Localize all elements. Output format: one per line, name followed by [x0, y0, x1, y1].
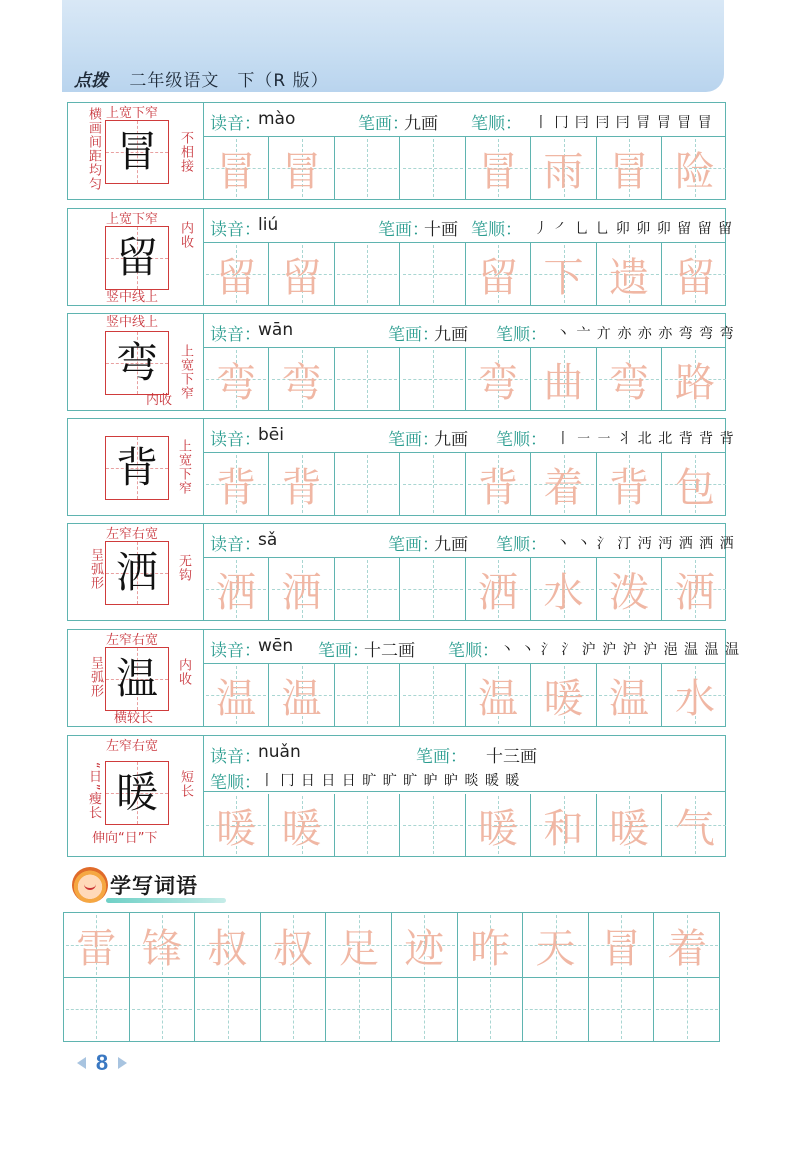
- word-tracing-cell: [261, 913, 327, 977]
- tracing-cell: [532, 794, 597, 856]
- practice-grid: [204, 664, 725, 726]
- tracing-character: 留: [675, 254, 715, 301]
- writing-tip: 伸向“日”下: [92, 831, 158, 846]
- word-writing-cell[interactable]: [458, 977, 524, 1041]
- stroke-order: 丶 丶 氵 汀 沔 沔 洒 洒 洒: [556, 536, 735, 552]
- reading-label: 读音：: [210, 325, 261, 345]
- stroke-order-label: 笔顺：: [496, 430, 547, 450]
- tracing-cell: [466, 558, 531, 620]
- tracing-cell: [270, 794, 335, 856]
- writing-cell[interactable]: [335, 243, 400, 305]
- pinyin: nuǎn: [258, 742, 301, 762]
- reading-label: 读音：: [210, 114, 261, 134]
- tracing-character: 冒: [478, 148, 518, 195]
- title-underline: [106, 898, 226, 903]
- model-character-box: [105, 120, 169, 184]
- tracing-cell: [204, 664, 269, 726]
- stroke-order-label: 笔顺：: [471, 220, 522, 240]
- writing-tip: 不相接: [178, 131, 193, 173]
- character-info-row: [204, 630, 740, 664]
- practice-grid: [204, 558, 725, 620]
- stroke-count: 九画: [434, 325, 468, 345]
- stroke-order-label: 笔顺：: [210, 773, 261, 793]
- character-entry: [67, 102, 726, 200]
- tracing-character: 和: [543, 805, 584, 852]
- tracing-character: 暖: [216, 805, 256, 852]
- writing-tip: 横较长: [114, 711, 154, 726]
- tracing-cell: [204, 348, 269, 410]
- writing-cell[interactable]: [335, 453, 400, 515]
- tracing-character: 温: [216, 675, 256, 722]
- page-number-text: 8: [95, 1050, 109, 1075]
- stroke-order-label: 笔顺：: [496, 325, 547, 345]
- tracing-cell: [597, 558, 662, 620]
- reading-label: 读音：: [210, 641, 261, 661]
- prev-page-icon[interactable]: [77, 1057, 86, 1069]
- word-row-blank: [64, 977, 719, 1041]
- writing-tip: 无钩: [176, 554, 191, 582]
- reading-label: 读音：: [210, 220, 261, 240]
- writing-cell[interactable]: [335, 664, 400, 726]
- writing-cell[interactable]: [401, 794, 466, 856]
- tracing-character: 洒: [675, 569, 715, 616]
- writing-tips-panel: [68, 630, 204, 726]
- character-info-row: [204, 524, 735, 558]
- tracing-character: 路: [675, 359, 715, 406]
- stroke-count-label: 笔画：: [358, 114, 409, 134]
- word-writing-cell[interactable]: [326, 977, 392, 1041]
- writing-tip: 竖中线上: [106, 315, 159, 330]
- stroke-order: 丨 冂 冃 冃 冃 冐 冐 冒 冒: [534, 115, 713, 131]
- stroke-count-label: 笔画：: [416, 747, 467, 767]
- tracing-character: 洒: [281, 569, 322, 616]
- tracing-character: 险: [675, 148, 715, 195]
- character-entry: [67, 735, 726, 857]
- writing-tip: 内收: [176, 658, 191, 686]
- word-writing-cell[interactable]: [523, 977, 589, 1041]
- book-title: 二年级语文 下（R 版）: [129, 71, 329, 91]
- writing-tip: 呈弧形: [88, 548, 103, 590]
- character-entry: [67, 523, 735, 621]
- tracing-cell: [204, 453, 269, 515]
- tracing-cell: [466, 243, 531, 305]
- tracing-cell: [270, 137, 335, 199]
- tracing-character: 留: [216, 254, 256, 301]
- tracing-cell: [663, 453, 728, 515]
- tracing-cell: [597, 664, 662, 726]
- tracing-cell: [663, 348, 728, 410]
- writing-tip: 上宽下窄: [176, 439, 191, 495]
- tracing-character: 弯: [478, 359, 518, 406]
- pinyin: sǎ: [258, 530, 278, 550]
- word-writing-cell[interactable]: [195, 977, 261, 1041]
- pinyin: wān: [258, 320, 294, 340]
- stroke-order-label: 笔顺：: [471, 114, 522, 134]
- tracing-character: 雨: [543, 148, 584, 195]
- character-info-row: [204, 103, 725, 137]
- word-tracing-character: 迹: [404, 925, 445, 972]
- word-tracing-character: 昨: [469, 925, 510, 972]
- writing-tip: 短长: [178, 770, 193, 798]
- writing-cell[interactable]: [401, 243, 466, 305]
- tracing-character: 包: [675, 464, 715, 511]
- stroke-count: 九画: [434, 535, 468, 555]
- tracing-character: 弯: [281, 359, 322, 406]
- word-tracing-cell: [326, 913, 392, 977]
- tracing-character: 弯: [609, 359, 649, 406]
- tracing-character: 留: [281, 254, 322, 301]
- tracing-cell: [466, 794, 531, 856]
- word-tracing-cell: [392, 913, 458, 977]
- model-character: 弯: [115, 338, 158, 387]
- tracing-cell: [597, 453, 662, 515]
- stroke-count-label: 笔画：: [378, 220, 429, 240]
- word-section-heading: 学写词语: [110, 874, 198, 898]
- character-info-row: [204, 419, 735, 453]
- word-tracing-cell: [195, 913, 261, 977]
- writing-tips-panel: [68, 209, 204, 305]
- word-tracing-character: 冒: [601, 925, 642, 972]
- writing-tip: 左窄右宽: [106, 739, 159, 754]
- tracing-cell: [663, 558, 728, 620]
- word-tracing-character: 锋: [141, 925, 182, 972]
- stroke-order: 丿 ㇒ 乚 乚 卯 卯 卯 留 留 留: [534, 221, 734, 237]
- stroke-count-label: 笔画：: [388, 325, 439, 345]
- model-character: 洒: [115, 548, 158, 597]
- model-character: 背: [115, 443, 158, 492]
- tracing-cell: [466, 348, 531, 410]
- stroke-count-label: 笔画：: [388, 535, 439, 555]
- word-tracing-cell: [130, 913, 196, 977]
- tracing-cell: [270, 453, 335, 515]
- tracing-character: 着: [543, 464, 584, 511]
- tracing-cell: [204, 137, 269, 199]
- tracing-character: 温: [281, 675, 322, 722]
- tracing-character: 气: [675, 805, 715, 852]
- writing-cell[interactable]: [335, 348, 400, 410]
- writing-cell[interactable]: [335, 794, 400, 856]
- stroke-count: 九画: [404, 114, 438, 134]
- character-entry: [67, 418, 735, 516]
- tracing-cell: [270, 243, 335, 305]
- tracing-cell: [466, 137, 531, 199]
- stroke-count: 十画: [424, 220, 458, 240]
- writing-cell[interactable]: [335, 558, 400, 620]
- writing-tip: 上宽下窄: [106, 106, 159, 121]
- character-info-row: [204, 209, 734, 243]
- stroke-count: 九画: [434, 430, 468, 450]
- tracing-cell: [532, 348, 597, 410]
- tracing-cell: [270, 664, 335, 726]
- tracing-character: 冒: [609, 148, 649, 195]
- model-character: 留: [115, 233, 158, 282]
- tracing-cell: [532, 558, 597, 620]
- stroke-count: 十三画: [486, 747, 537, 767]
- stroke-count-label: 笔画：: [388, 430, 439, 450]
- writing-cell[interactable]: [401, 348, 466, 410]
- writing-tips-panel: [68, 103, 204, 199]
- tracing-cell: [466, 664, 531, 726]
- practice-grid: [204, 243, 725, 305]
- tracing-cell: [597, 137, 662, 199]
- tracing-cell: [270, 558, 335, 620]
- tracing-character: 暖: [281, 805, 322, 852]
- tracing-character: 温: [478, 675, 518, 722]
- tracing-character: 冒: [216, 148, 256, 195]
- tracing-character: 冒: [281, 148, 322, 195]
- practice-grid: [204, 453, 725, 515]
- tracing-character: 洒: [216, 569, 256, 616]
- writing-tip: “日”瘦长: [86, 762, 101, 820]
- model-character-box: [105, 331, 169, 395]
- tracing-cell: [204, 558, 269, 620]
- reading-label: 读音：: [210, 747, 261, 767]
- tracing-character: 背: [478, 464, 518, 511]
- tracing-cell: [532, 453, 597, 515]
- stroke-order: 丶 丶 氵 氵 沪 沪 沪 沪 浥 温 温 温: [500, 642, 740, 658]
- practice-grid: [204, 348, 725, 410]
- stroke-count: 十二画: [364, 641, 415, 661]
- stroke-order: 丶 亠 亣 亦 亦 亦 弯 弯 弯: [556, 326, 735, 342]
- tracing-character: 背: [281, 464, 322, 511]
- tracing-character: 暖: [543, 675, 584, 722]
- tracing-character: 水: [543, 569, 584, 616]
- reading-label: 读音：: [210, 430, 261, 450]
- tracing-cell: [270, 348, 335, 410]
- next-page-icon[interactable]: [118, 1057, 127, 1069]
- tracing-cell: [204, 243, 269, 305]
- tracing-cell: [532, 664, 597, 726]
- model-character-box: [105, 541, 169, 605]
- pinyin: bēi: [258, 425, 284, 445]
- tracing-cell: [597, 243, 662, 305]
- word-writing-cell[interactable]: [261, 977, 327, 1041]
- word-writing-cell[interactable]: [589, 977, 655, 1041]
- word-writing-cell[interactable]: [392, 977, 458, 1041]
- reading-label: 读音：: [210, 535, 261, 555]
- word-tracing-character: 雷: [76, 925, 117, 972]
- word-row-traced: [64, 913, 719, 978]
- word-tracing-character: 叔: [273, 925, 314, 972]
- model-character: 暖: [115, 768, 158, 817]
- writing-cell[interactable]: [401, 137, 466, 199]
- writing-tip: 内收: [178, 221, 193, 249]
- word-writing-cell[interactable]: [130, 977, 196, 1041]
- tracing-character: 暖: [609, 805, 649, 852]
- writing-cell[interactable]: [335, 137, 400, 199]
- character-entry: [67, 629, 740, 727]
- word-tracing-character: 着: [667, 925, 708, 972]
- page-number: [62, 1048, 142, 1078]
- model-character: 温: [115, 654, 158, 703]
- tracing-character: 背: [216, 464, 256, 511]
- word-tracing-cell: [458, 913, 524, 977]
- character-info-row: [204, 314, 735, 348]
- word-tracing-cell: [654, 913, 720, 977]
- writing-tip: 左窄右宽: [106, 633, 159, 648]
- writing-tip: 呈弧形: [88, 656, 103, 698]
- pinyin: mào: [258, 109, 296, 129]
- tracing-cell: [532, 243, 597, 305]
- word-tracing-cell: [64, 913, 130, 977]
- header: [74, 66, 329, 91]
- tracing-cell: [663, 794, 728, 856]
- model-character: 冒: [115, 127, 158, 176]
- tracing-character: 洒: [478, 569, 518, 616]
- practice-grid: [204, 794, 725, 856]
- tracing-character: 曲: [543, 359, 584, 406]
- tracing-cell: [663, 243, 728, 305]
- practice-grid: [204, 137, 725, 199]
- word-tracing-character: 天: [535, 925, 576, 972]
- tracing-character: 遗: [609, 254, 649, 301]
- tracing-character: 温: [609, 675, 649, 722]
- tracing-cell: [663, 664, 728, 726]
- writing-tip: 竖中线上: [106, 290, 159, 305]
- model-character-box: [105, 226, 169, 290]
- writing-tip: 内收: [146, 393, 173, 408]
- word-writing-cell[interactable]: [64, 977, 130, 1041]
- model-character-box: [105, 436, 169, 500]
- model-character-box: [105, 647, 169, 711]
- brand-logo: 点拨: [74, 71, 108, 91]
- tracing-cell: [466, 453, 531, 515]
- writing-tip: 横画间距均匀: [86, 107, 101, 191]
- writing-tips-panel: [68, 419, 204, 515]
- character-info-row: [204, 736, 725, 792]
- pinyin: wēn: [258, 636, 294, 656]
- writing-tips-panel: [68, 524, 204, 620]
- tracing-character: 水: [675, 675, 715, 722]
- word-tracing-character: 足: [338, 925, 379, 972]
- mascot-icon: [72, 867, 108, 903]
- writing-tip: 左窄右宽: [106, 527, 159, 542]
- writing-tips-panel: [68, 736, 204, 856]
- character-entry: [67, 313, 735, 411]
- model-character-box: [105, 761, 169, 825]
- stroke-order-label: 笔顺：: [448, 641, 499, 661]
- writing-cell[interactable]: [401, 453, 466, 515]
- stroke-order: 丨 ㇐ ㇐ 丬 北 北 背 背 背: [556, 431, 735, 447]
- writing-tips-panel: [68, 314, 204, 410]
- word-tracing-cell: [523, 913, 589, 977]
- word-tracing-character: 叔: [207, 925, 248, 972]
- tracing-cell: [597, 348, 662, 410]
- writing-cell[interactable]: [401, 664, 466, 726]
- stroke-order: 丨 冂 日 日 日 旷 旷 旷 昈 昈 晱 暖 暖: [260, 773, 521, 789]
- tracing-character: 下: [543, 254, 584, 301]
- character-entry: [67, 208, 734, 306]
- word-practice-grid: [63, 912, 720, 1042]
- stroke-order-label: 笔顺：: [496, 535, 547, 555]
- tracing-cell: [597, 794, 662, 856]
- writing-tip: 上宽下窄: [178, 344, 193, 400]
- tracing-cell: [663, 137, 728, 199]
- tracing-character: 背: [609, 464, 649, 511]
- tracing-cell: [204, 794, 269, 856]
- tracing-character: 泼: [609, 569, 649, 616]
- tracing-cell: [532, 137, 597, 199]
- tracing-character: 留: [478, 254, 518, 301]
- pinyin: liú: [258, 215, 279, 235]
- writing-tip: 上宽下窄: [106, 212, 159, 227]
- tracing-character: 暖: [478, 805, 518, 852]
- tracing-character: 弯: [216, 359, 256, 406]
- word-tracing-cell: [589, 913, 655, 977]
- writing-cell[interactable]: [401, 558, 466, 620]
- word-writing-cell[interactable]: [654, 977, 720, 1041]
- stroke-count-label: 笔画：: [318, 641, 369, 661]
